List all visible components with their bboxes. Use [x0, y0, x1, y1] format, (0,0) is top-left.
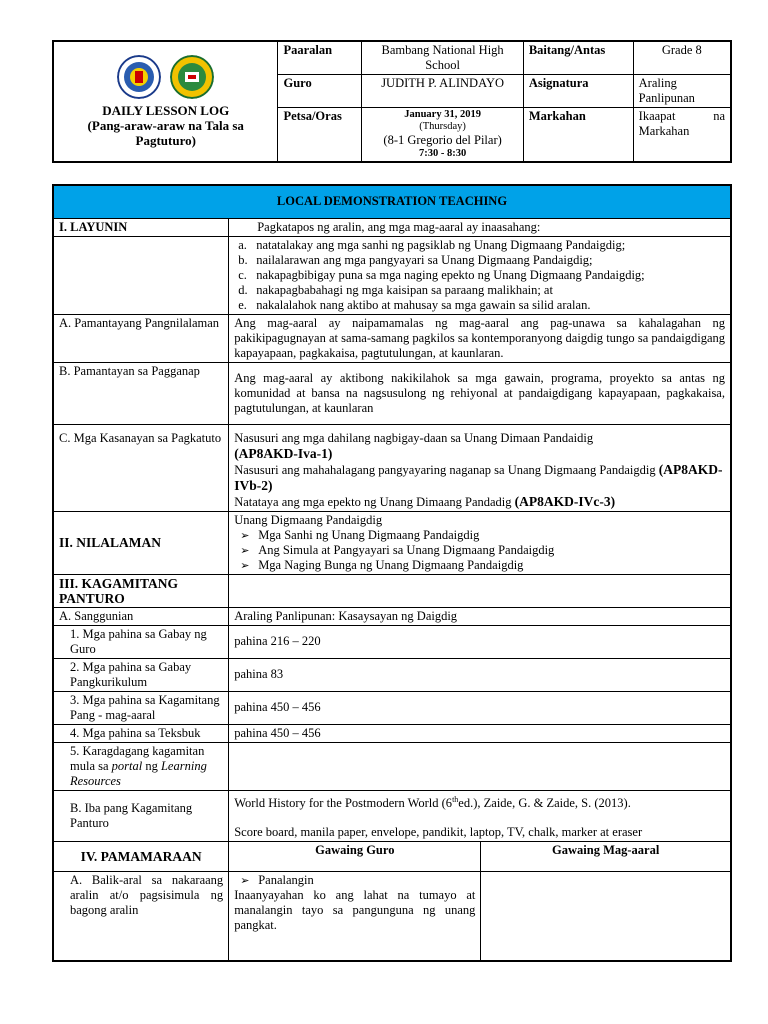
kasanayan-line-3: Natataya ang mga epekto ng Unang Dimaang Pandadig [234, 494, 512, 509]
nilalaman-item: ➢ Ang Simula at Pangyayari sa Unang Digmaang Pandaigdig [258, 543, 725, 558]
nilalaman-item: ➢ Mga Naging Bunga ng Unang Digmaang Pandaigdig [258, 558, 725, 573]
kasanayan-line-2: Nasusuri ang mahahalagang pangyayaring naganap sa Unang Digmaang Pandaigdig [234, 462, 656, 477]
balik-aral-label: A. Balik-aral sa nakaraang aralin at/o pagsisimula ng bagong aralin [53, 871, 229, 961]
kasanayan-line-1: Nasusuri ang mga dahilang nagbigay-daan sa Unang Dimaan Pandaidig [234, 430, 594, 445]
nilalaman-title: Unang Digmaang Pandaigdig [234, 512, 383, 527]
kagamitan-row-4-value: pahina 450 – 456 [229, 724, 731, 742]
iba-label: B. Iba pang Kagamitang Panturo [53, 790, 229, 841]
markahan-label: Markahan [523, 108, 633, 163]
iba-line-2: Score board, manila paper, envelope, pandikit, laptop, TV, chalk, marker at eraser [234, 824, 643, 839]
kagamitan-row-5-value [229, 742, 731, 790]
row5-portal: portal [111, 758, 143, 773]
kagamitan-row-3-label: 3. Mga pahina sa Kagamitang Pang - mag-aaral [53, 691, 229, 724]
kagamitan-row-1-value: pahina 216 – 220 [229, 625, 731, 658]
panalangin-text: Inaanyayahan ko ang lahat na tumayo at manalangin tayo sa pangunguna ng unang pangkat. [234, 887, 476, 932]
objective-item: c. nakapagbibigay puna sa mga naging epekto ng Unang Digmaang Pandaigdig; [238, 267, 645, 282]
petsa-day: (Thursday) [419, 121, 466, 132]
col-gawaing-magaaral: Gawaing Mag-aaral [481, 841, 731, 871]
nilalaman-content [229, 511, 731, 574]
sanggunian-value: Araling Panlipunan: Kasaysayan ng Daigdig [229, 607, 731, 625]
layunin-objectives [229, 236, 731, 314]
row5-ng: ng [145, 758, 158, 773]
asignatura-value: Araling Panlipunan [633, 75, 731, 108]
petsa-section: (8-1 Gregorio del Pilar) [383, 133, 502, 147]
objective-item: d. nakapagbabahagi ng mga kaisipan sa paraang malikhain; at [238, 282, 553, 297]
asignatura-label: Asignatura [523, 75, 633, 108]
kasanayan-text [229, 424, 731, 511]
kagamitan-row-1-label: 1. Mga pahina sa Gabay ng Guro [53, 625, 229, 658]
petsa-date: January 31, 2019 [404, 109, 481, 120]
iba-value [229, 790, 731, 841]
kagamitan-row-5-label [53, 742, 229, 790]
panalangin-item: ➢ Panalangin [258, 873, 475, 888]
banner: LOCAL DEMONSTRATION TEACHING [53, 185, 731, 218]
baitang-value: Grade 8 [633, 41, 731, 75]
pamantayan-pagganap-label: B. Pamantayan sa Pagganap [53, 362, 229, 424]
pamantayang-pangnilalaman-text: Ang mag-aaral ay naipamamalas ng mag-aaral ang pag-unawa sa kahalagahan ng pakikipagugnayan at sama-samang pagkilos sa kontemporanyong daigdig tungo sa pandaigdigang kapayapaan, pagkakaisa, pagtutulungan, at kaunlaran. [229, 314, 731, 362]
petsa-label: Petsa/Oras [278, 108, 362, 163]
kagamitan-label: III. KAGAMITANG PANTURO [53, 574, 229, 607]
baitang-label: Baitang/Antas [523, 41, 633, 75]
kagamitan-row-3-value: pahina 450 – 456 [229, 691, 731, 724]
col-gawaing-guro: Gawaing Guro [229, 841, 481, 871]
header-table [52, 40, 732, 163]
school-seal-icon [170, 55, 214, 99]
panalangin-list [234, 873, 475, 888]
nilalaman-item: ➢ Mga Sanhi ng Unang Digmaang Pandaigdig [258, 528, 725, 543]
paaralan-value: Bambang National High School [362, 41, 523, 75]
kagamitan-row-2-label: 2. Mga pahina sa Gabay Pangkurikulum [53, 658, 229, 691]
objectives-list [234, 238, 725, 313]
markahan-value: Ikaapat na Markahan [633, 108, 731, 163]
balik-aral-magaaral [481, 871, 731, 961]
pamamaraan-label: IV. PAMAMARAAN [53, 841, 229, 871]
kasanayan-code-1: (AP8AKD-Iva-1) [234, 445, 333, 461]
kasanayan-label: C. Mga Kasanayan sa Pagkatuto [53, 424, 229, 511]
kasanayan-code-3: (AP8AKD-IVc-3) [514, 493, 616, 509]
layunin-empty [53, 236, 229, 314]
document-subtitle: (Pang-araw-araw na Tala sa Pagtuturo) [87, 118, 244, 148]
guro-value: JUDITH P. ALINDAYO [362, 75, 523, 108]
row5-text: 5. Karagdagang kagamitan mula sa [70, 743, 205, 773]
kagamitan-row-4-label: 4. Mga pahina sa Teksbuk [53, 724, 229, 742]
paaralan-label: Paaralan [278, 41, 362, 75]
kagamitan-empty [229, 574, 731, 607]
petsa-value [362, 108, 523, 163]
lesson-log-table [52, 184, 732, 962]
objective-item: a. natatalakay ang mga sanhi ng pagsiklab ng Unang Digmaang Pandaigdig; [238, 237, 626, 252]
iba-line-1: World History for the Postmodern World (6thed.), Zaide, G. & Zaide, S. (2013). [234, 794, 631, 810]
objective-item: b. nailalarawan ang mga pangyayari sa Unang Digmaang Pandaigdig; [238, 252, 593, 267]
pamantayang-pangnilalaman-label: A. Pamantayang Pangnilalaman [53, 314, 229, 362]
layunin-intro: Pagkatapos ng aralin, ang mga mag-aaral ay inaasahang: [229, 218, 731, 236]
deped-seal-icon [117, 55, 161, 99]
pamantayan-pagganap-text: Ang mag-aaral ay aktibong nakikilahok sa mga gawain, programa, proyekto sa antas ng komunidad at bansa na nagsusulong ng rehiyonal at pandaigdigang kapayapaan, pagkakaisa, pagtutulungan, at kaunlaran [229, 362, 731, 424]
sanggunian-label: A. Sanggunian [53, 607, 229, 625]
row5-lr: Learning Resources [70, 758, 207, 788]
header-title-cell [53, 41, 278, 162]
document-title: DAILY LESSON LOG [102, 103, 230, 118]
petsa-time: 7:30 - 8:30 [418, 148, 467, 159]
nilalaman-list [234, 528, 725, 573]
kasanayan-code-2: (AP8AKD-IVb-2) [234, 461, 723, 493]
guro-label: Guro [278, 75, 362, 108]
kagamitan-row-2-value: pahina 83 [229, 658, 731, 691]
nilalaman-label: II. NILALAMAN [53, 511, 229, 574]
objective-item: e. nakalalahok nang aktibo at mahusay sa mga gawain sa silid aralan. [238, 297, 591, 312]
layunin-label: I. LAYUNIN [53, 218, 229, 236]
balik-aral-guro [229, 871, 481, 961]
